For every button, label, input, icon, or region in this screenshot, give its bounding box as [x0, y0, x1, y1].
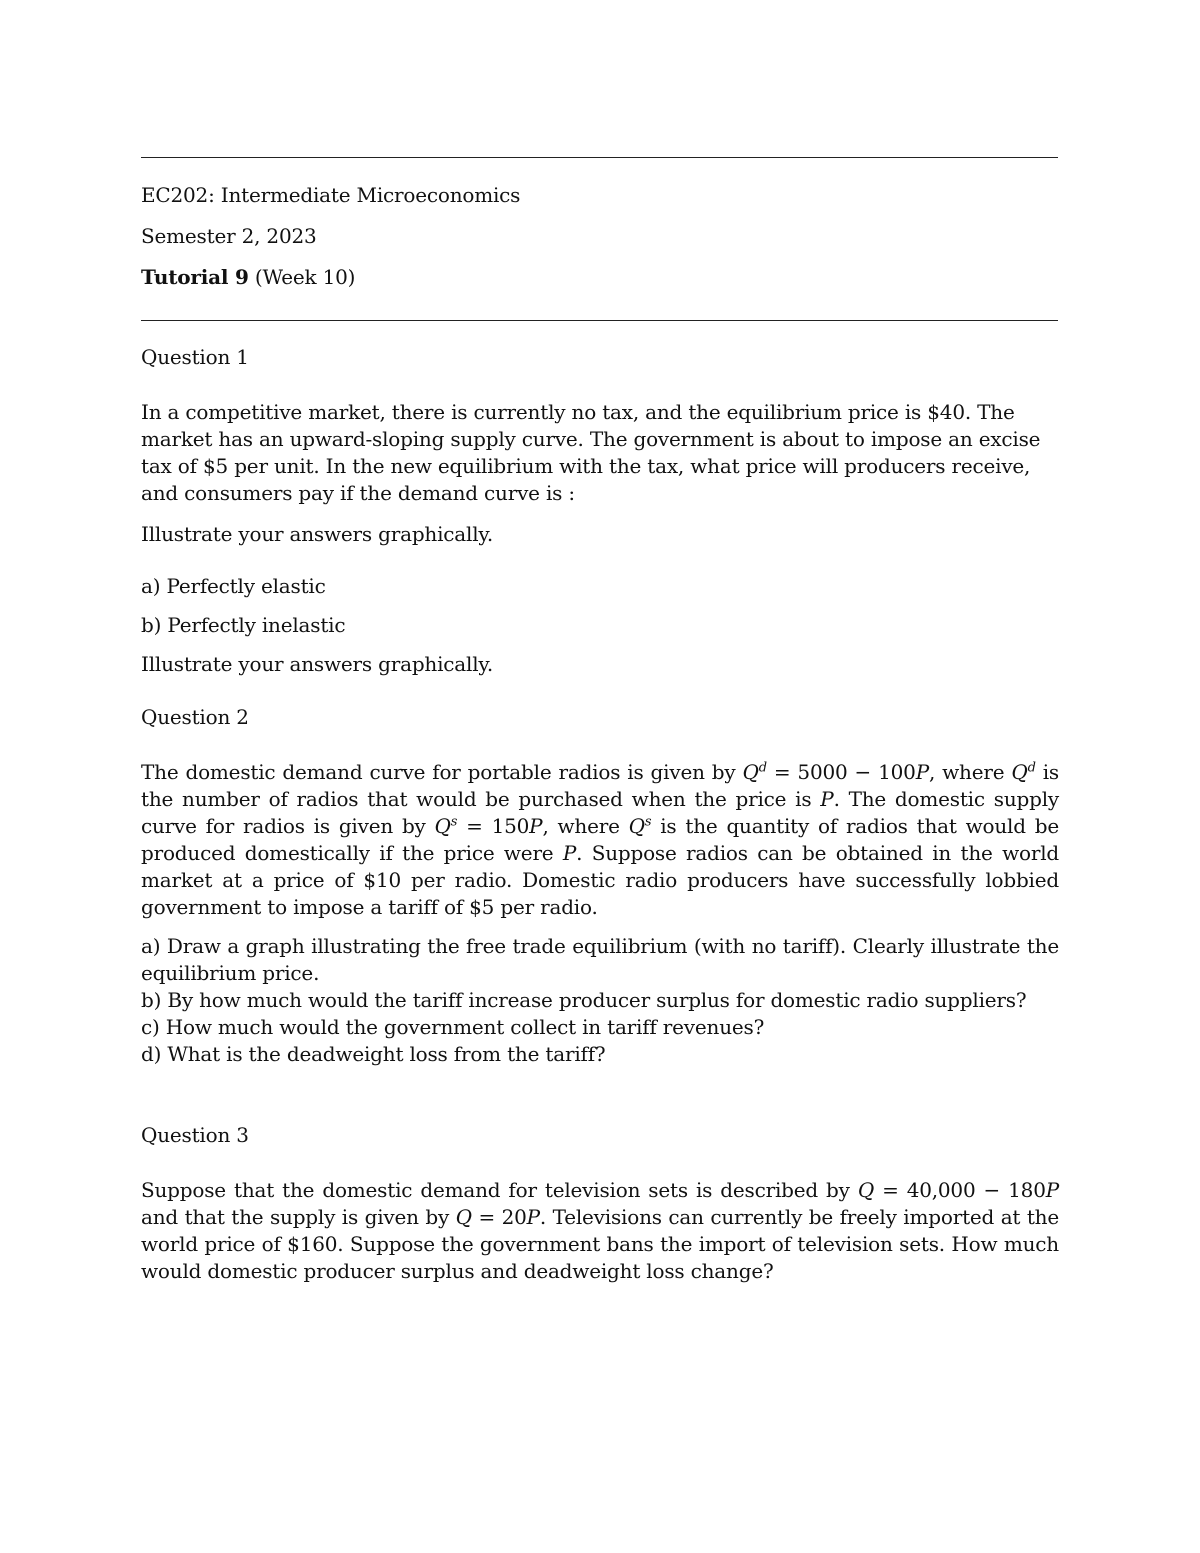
q3-math-supply-equation: = 20 [471, 1205, 527, 1229]
question-3-body [141, 1177, 1059, 1285]
question-2-part-b: b) By how much would the tariff increase producer surplus for domestic radio suppliers? [141, 988, 1027, 1012]
question-1-heading: Question 1 [141, 345, 249, 369]
q2-math-price-symbol: P [915, 760, 929, 784]
question-2-heading: Question 2 [141, 705, 249, 729]
q2-math-qs-symbol-2: Q [628, 814, 645, 838]
tutorial-line [141, 264, 355, 291]
q2-text-3: is the number of radios that would be purchased when the price is [141, 760, 1059, 811]
q2-math-qd-superscript-2: d [1027, 760, 1036, 776]
q3-text-1: Suppose that the domestic demand for television sets is described by [141, 1178, 858, 1202]
tutorial-label: Tutorial 9 [141, 265, 249, 289]
bottom-divider [141, 320, 1058, 321]
question-1-part-b: b) Perfectly inelastic [141, 613, 346, 637]
q2-text-7: . Suppose radios can be obtained in the world market at a price of $10 per radio. Domestic radio producers have successfully lobbied government to impose a tariff of $5 per radio. [141, 841, 1059, 919]
course-title: EC202: Intermediate Microeconomics [141, 183, 521, 207]
q3-math-demand-equation: = 40,000 − 180 [874, 1178, 1046, 1202]
question-3-heading: Question 3 [141, 1123, 249, 1147]
tutorial-week: (Week 10) [254, 265, 356, 289]
q2-math-demand-equation: = 5000 − 100 [766, 760, 916, 784]
question-2-body [141, 759, 1059, 921]
question-2-part-c: c) How much would the government collect in tariff revenues? [141, 1015, 765, 1039]
q2-text-4: . The domestic supply curve for radios is given by [141, 787, 1059, 838]
q2-text-5: , where [542, 814, 629, 838]
q2-text-1: The domestic demand curve for portable radios is given by [141, 760, 743, 784]
q2-text-2: , where [928, 760, 1012, 784]
q2-math-qd-superscript: d [758, 760, 767, 776]
q3-math-price-symbol: P [1045, 1178, 1059, 1202]
question-1-part-a: a) Perfectly elastic [141, 574, 326, 598]
semester-line: Semester 2, 2023 [141, 224, 317, 248]
question-2-part-d: d) What is the deadweight loss from the tariff? [141, 1042, 606, 1066]
q2-math-price-symbol-3: P [529, 814, 543, 838]
question-1-body: In a competitive market, there is currently no tax, and the equilibrium price is $40. The market has an upward-sloping supply curve. The government is about to impose an excise tax of $5 per unit. In the new equilibrium with the tax, what price will producers receive, and consumers pay if the demand curve is : [141, 400, 1041, 505]
q2-math-qs-superscript-2: s [644, 814, 652, 830]
q3-math-q-symbol-2: Q [455, 1205, 472, 1229]
q2-math-price-symbol-4: P [562, 841, 577, 865]
top-divider [141, 157, 1058, 158]
q3-math-q-symbol: Q [857, 1178, 875, 1202]
question-2-part-a: a) Draw a graph illustrating the free trade equilibrium (with no tariff). Clearly illustrate the equilibrium price. [141, 934, 1059, 985]
q2-math-price-symbol-2: P [820, 787, 834, 811]
question-1-illustrate: Illustrate your answers graphically. [141, 522, 494, 546]
q2-math-supply-equation: = 150 [457, 814, 530, 838]
question-1-illustrate-repeat: Illustrate your answers graphically. [141, 652, 494, 676]
q3-text-3: . Televisions can currently be freely imported at the world price of $160. Suppose the government bans the import of television sets. How much would domestic producer surplus and deadweight loss change? [141, 1205, 1059, 1283]
q2-text-6: is the quantity of radios that would be produced domestically if the price were [141, 814, 1059, 865]
q2-math-qd-symbol: Q [742, 760, 759, 784]
q2-math-qd-symbol-2: Q [1011, 760, 1028, 784]
q3-math-price-symbol-2: P [526, 1205, 540, 1229]
q2-math-qs-symbol: Q [434, 814, 451, 838]
q3-text-2: and that the supply is given by [141, 1205, 456, 1229]
q2-math-qs-superscript: s [450, 814, 458, 830]
